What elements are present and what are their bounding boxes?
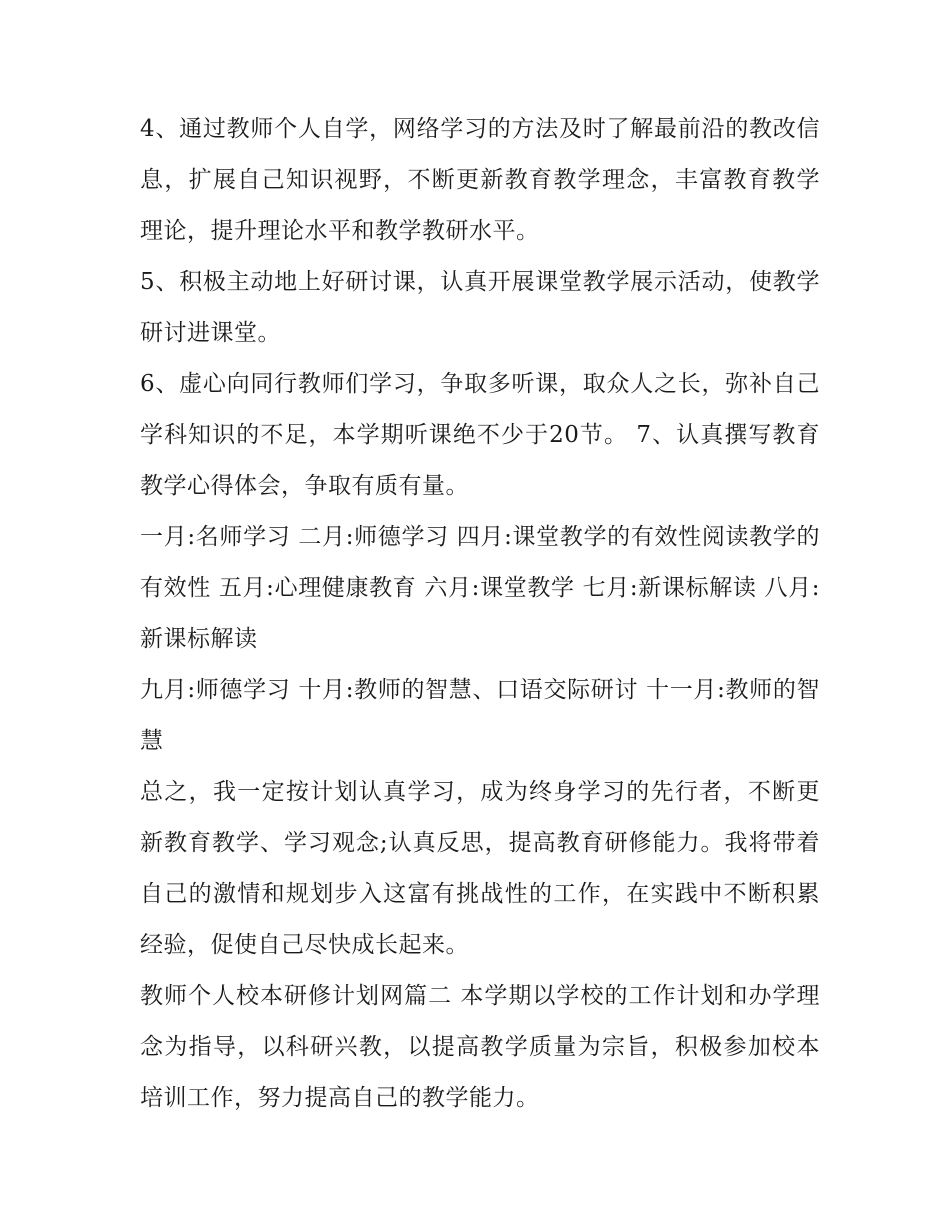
paragraph-item-5: 5、积极主动地上好研讨课，认真开展课堂教学展示活动，使教学研讨进课堂。 [140,269,820,346]
monthly-schedule-second-half: 九月:师德学习 十月:教师的智慧、口语交际研讨 十一月:教师的智慧 [140,677,820,754]
document-body [140,104,820,1124]
monthly-schedule-first-half: 一月:名师学习 二月:师德学习 四月:课堂教学的有效性阅读教学的有效性 五月:心理健康教育 六月:课堂教学 七月:新课标解读 八月:新课标解读 [140,524,820,652]
paragraph-item-6-7: 6、虚心向同行教师们学习，争取多听课，取众人之长，弥补自己学科知识的不足，本学期听课绝不少于20节。 7、认真撰写教育教学心得体会，争取有质有量。 [140,371,820,499]
plan-two-intro-paragraph: 教师个人校本研修计划网篇二 本学期以学校的工作计划和办学理念为指导，以科研兴教，以提高教学质量为宗旨，积极参加校本培训工作，努力提高自己的教学能力。 [140,983,820,1111]
summary-paragraph: 总之，我一定按计划认真学习，成为终身学习的先行者，不断更新教育教学、学习观念;认真反思，提高教育研修能力。我将带着自己的激情和规划步入这富有挑战性的工作，在实践中不断积累经验，促使自己尽快成长起来。 [140,779,820,958]
paragraph-item-4: 4、通过教师个人自学，网络学习的方法及时了解最前沿的教改信息，扩展自己知识视野，不断更新教育教学理念，丰富教育教学理论，提升理论水平和教学教研水平。 [140,116,820,244]
